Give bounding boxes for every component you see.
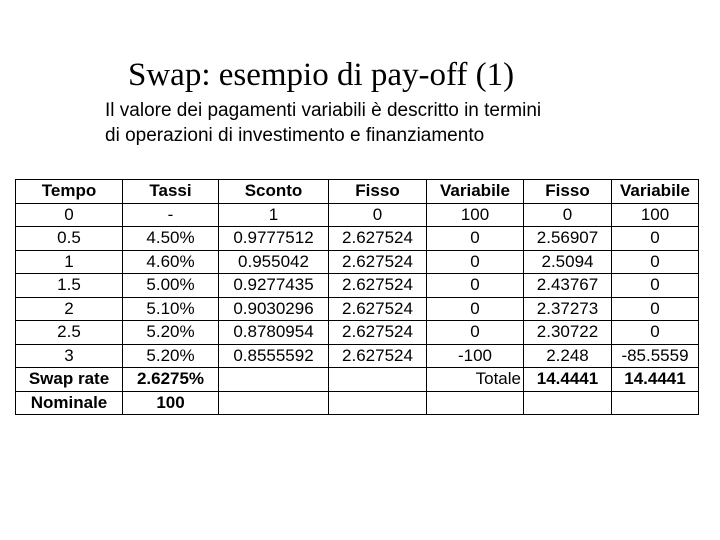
header-cell: Fisso <box>329 180 427 204</box>
table-row <box>16 344 699 368</box>
table-cell: 0 <box>612 321 699 345</box>
table-cell: 5.00% <box>123 274 219 298</box>
table-cell: 0.5 <box>16 227 123 251</box>
table-cell: 2.43767 <box>524 274 612 298</box>
table-cell: 0 <box>427 250 524 274</box>
header-cell: Sconto <box>219 180 329 204</box>
totale-fisso: 14.4441 <box>524 368 612 392</box>
table-cell: 100 <box>612 203 699 227</box>
table-cell: 2.627524 <box>329 321 427 345</box>
nominale-label: Nominale <box>16 391 123 415</box>
totale-label: Totale <box>427 368 524 392</box>
table-cell: 2.5094 <box>524 250 612 274</box>
header-cell: Variabile <box>427 180 524 204</box>
empty-cell <box>219 368 329 392</box>
table-cell: 4.60% <box>123 250 219 274</box>
empty-cell <box>427 391 524 415</box>
table-cell: 0 <box>612 250 699 274</box>
table-cell: 0.955042 <box>219 250 329 274</box>
table-cell: 0.8555592 <box>219 344 329 368</box>
header-cell: Tempo <box>16 180 123 204</box>
table-cell: 5.10% <box>123 297 219 321</box>
table-cell: 2.30722 <box>524 321 612 345</box>
empty-cell <box>329 391 427 415</box>
table-header-row <box>16 180 699 204</box>
totale-variabile: 14.4441 <box>612 368 699 392</box>
table-cell: 0 <box>329 203 427 227</box>
nominale-value: 100 <box>123 391 219 415</box>
table-cell: 0 <box>427 297 524 321</box>
empty-cell <box>329 368 427 392</box>
table-cell: 3 <box>16 344 123 368</box>
table-cell: 0.8780954 <box>219 321 329 345</box>
table-row <box>16 274 699 298</box>
table-cell: 1.5 <box>16 274 123 298</box>
table-cell: 0 <box>524 203 612 227</box>
subtitle-line-2: di operazioni di investimento e finanziamento <box>105 125 485 146</box>
table-cell: 2 <box>16 297 123 321</box>
table-cell: 0.9777512 <box>219 227 329 251</box>
table-cell: 2.627524 <box>329 227 427 251</box>
table-cell: 2.627524 <box>329 274 427 298</box>
table-row <box>16 321 699 345</box>
table-cell: -85.5559 <box>612 344 699 368</box>
header-cell: Tassi <box>123 180 219 204</box>
nominale-row <box>16 391 699 415</box>
table-cell: 0 <box>612 227 699 251</box>
empty-cell <box>219 391 329 415</box>
table-cell: - <box>123 203 219 227</box>
table-cell: 2.627524 <box>329 344 427 368</box>
table-cell: 0 <box>427 227 524 251</box>
table-cell: 2.5 <box>16 321 123 345</box>
table-cell: 0 <box>612 297 699 321</box>
table-cell: 1 <box>16 250 123 274</box>
table-row <box>16 203 699 227</box>
header-cell: Fisso <box>524 180 612 204</box>
swap-payoff-table <box>15 179 699 415</box>
table-cell: 0 <box>612 274 699 298</box>
slide-subtitle <box>105 98 541 148</box>
subtitle-line-1: Il valore dei pagamenti variabili è descritto in termini <box>105 100 542 121</box>
table-cell: 0 <box>427 274 524 298</box>
empty-cell <box>612 391 699 415</box>
table-row <box>16 297 699 321</box>
table-row <box>16 227 699 251</box>
table-cell: 2.37273 <box>524 297 612 321</box>
table-cell: 100 <box>427 203 524 227</box>
table-cell: 2.248 <box>524 344 612 368</box>
table-cell: 0.9277435 <box>219 274 329 298</box>
table-cell: 4.50% <box>123 227 219 251</box>
slide-title: Swap: esempio di pay-off (1) <box>128 57 515 93</box>
swap-rate-row <box>16 368 699 392</box>
swap-rate-label: Swap rate <box>16 368 123 392</box>
table-cell: 0.9030296 <box>219 297 329 321</box>
table-cell: 2.627524 <box>329 297 427 321</box>
empty-cell <box>524 391 612 415</box>
table-cell: 0 <box>16 203 123 227</box>
table-cell: 1 <box>219 203 329 227</box>
table-cell: 5.20% <box>123 321 219 345</box>
table-cell: 0 <box>427 321 524 345</box>
table-cell: 2.56907 <box>524 227 612 251</box>
swap-rate-value: 2.6275% <box>123 368 219 392</box>
table-row <box>16 250 699 274</box>
header-cell: Variabile <box>612 180 699 204</box>
table-cell: 2.627524 <box>329 250 427 274</box>
table-cell: 5.20% <box>123 344 219 368</box>
table-cell: -100 <box>427 344 524 368</box>
